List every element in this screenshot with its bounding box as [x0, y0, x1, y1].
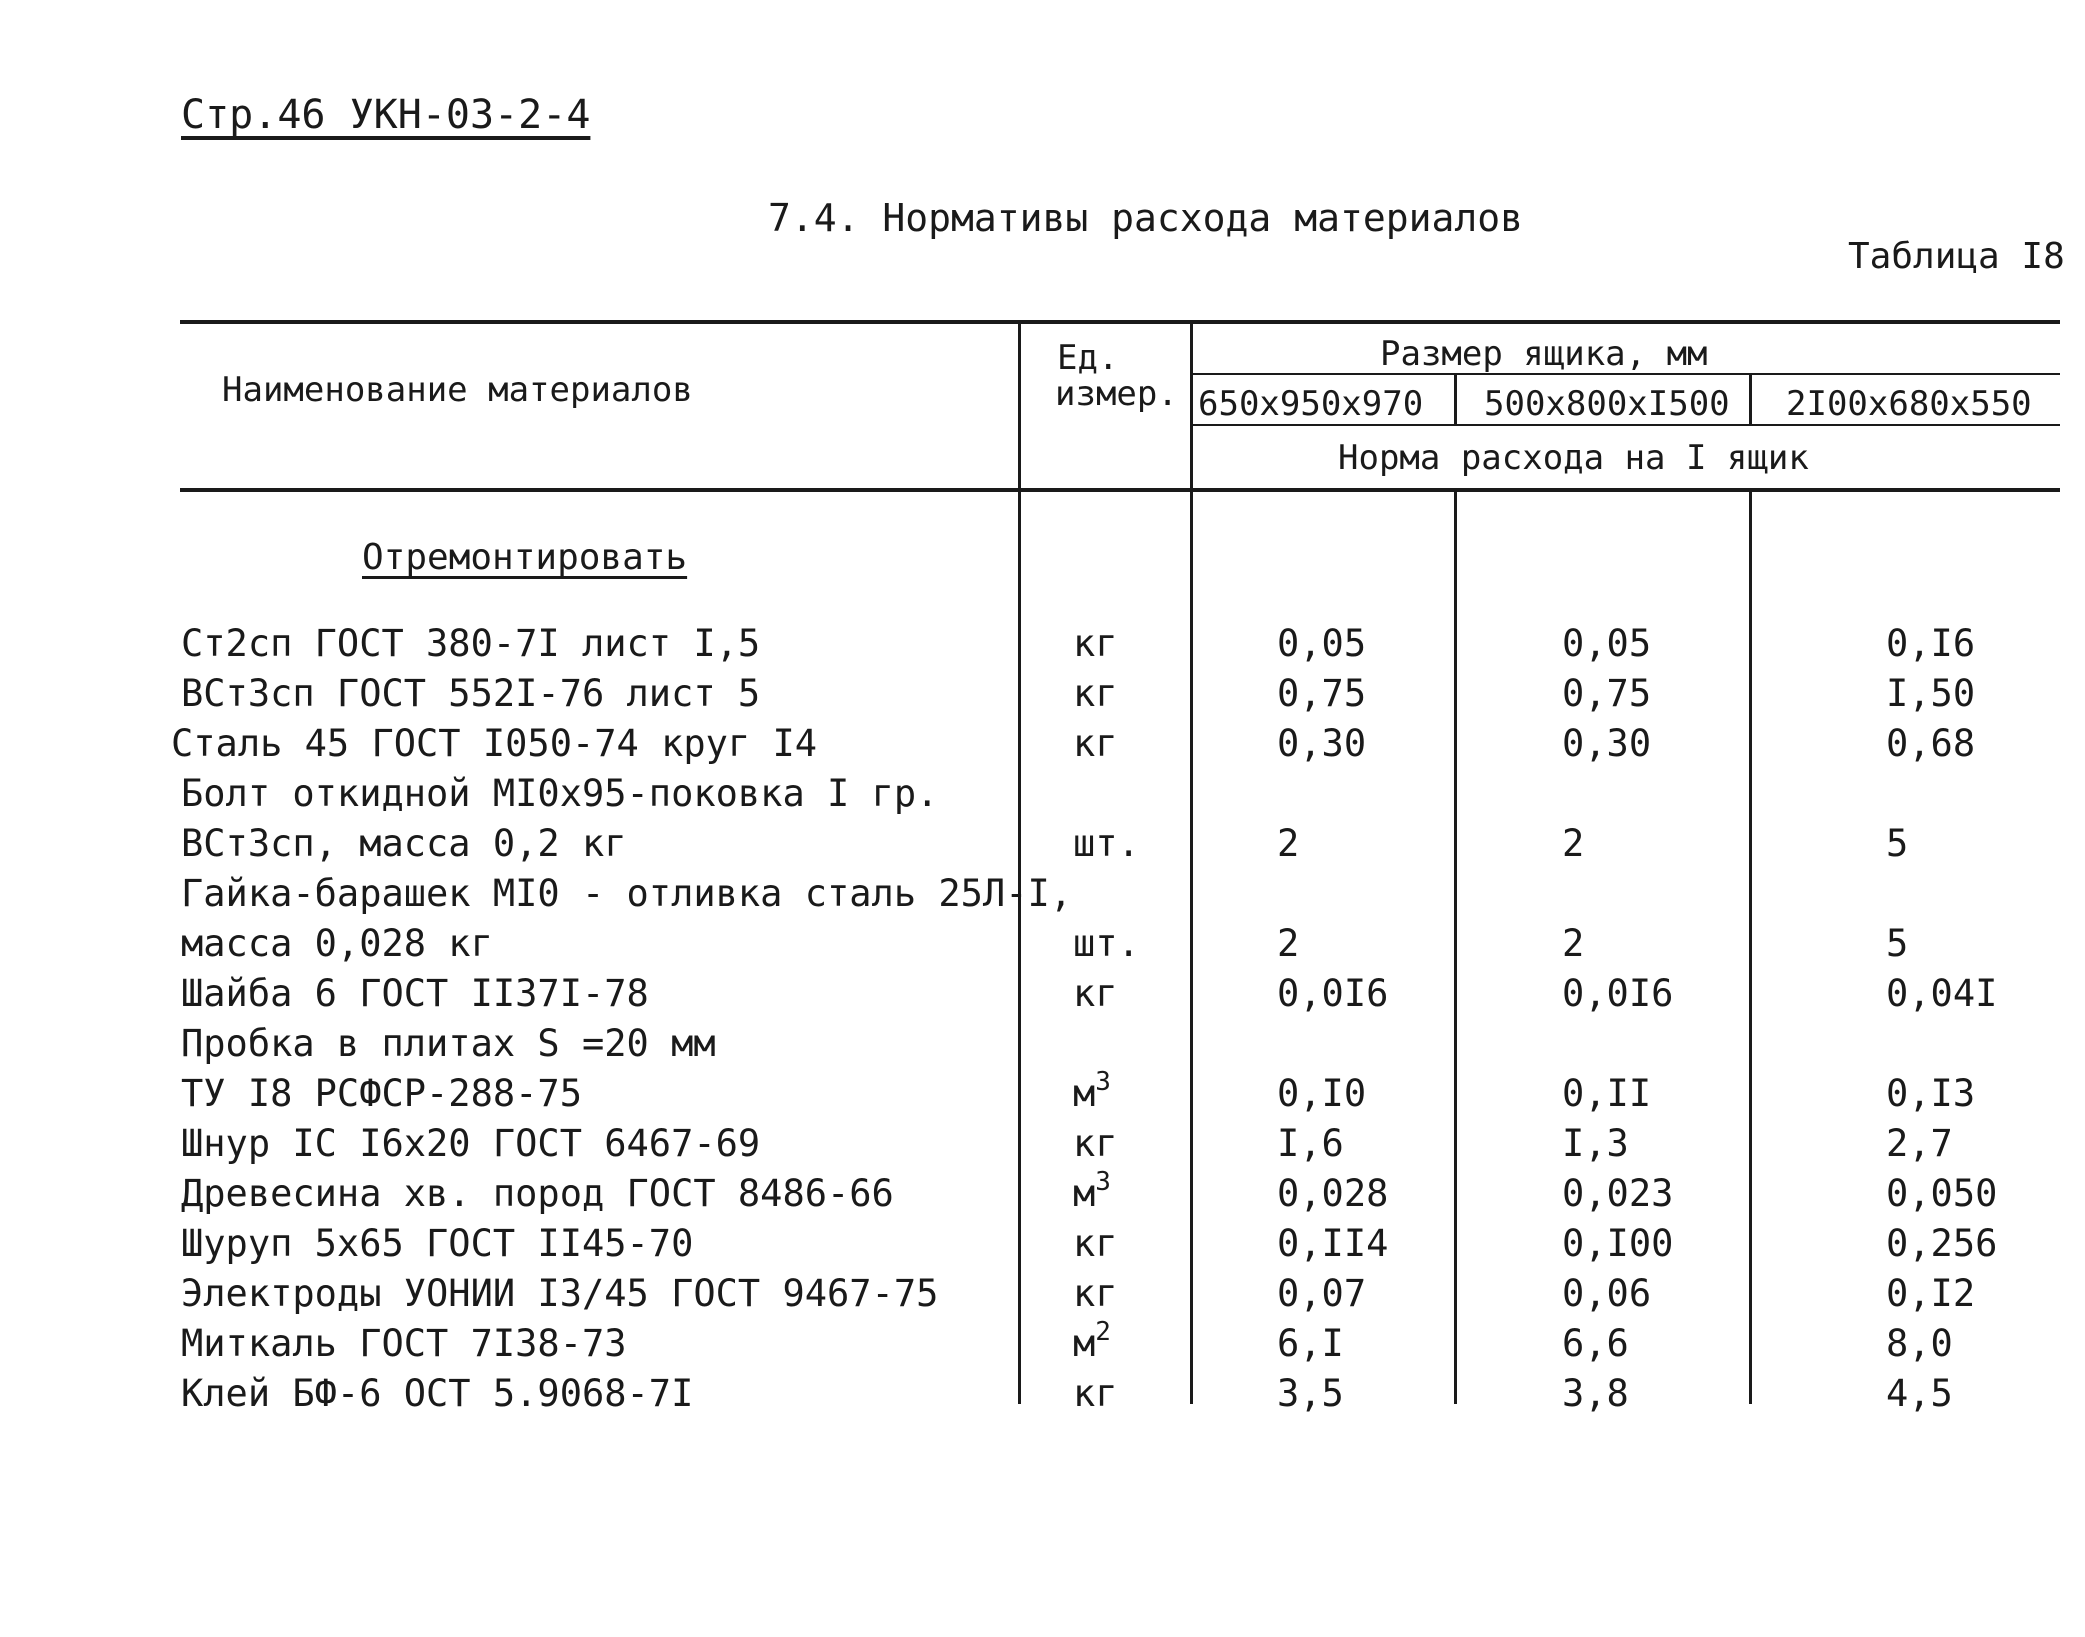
row-value-size-2: 0,75: [1562, 672, 1652, 715]
row-value-size-3: 0,050: [1886, 1172, 1998, 1215]
row-value-size-3: 0,I2: [1886, 1272, 1976, 1315]
row-unit-text: кг: [1073, 1372, 1118, 1415]
row-unit: [1073, 622, 1118, 665]
row-material-name: Клей БФ-6 ОСТ 5.9068-7I: [181, 1372, 694, 1415]
row-unit: [1073, 1222, 1118, 1265]
row-material-name: Гайка-барашек MI0 - отливка сталь 25Л-I,: [181, 872, 1073, 915]
row-value-size-2: 0,II: [1562, 1072, 1652, 1115]
row-material-name: Миткаль ГОСТ 7I38-73: [181, 1322, 627, 1365]
row-value-size-3: 8,0: [1886, 1322, 1953, 1365]
row-material-name: Шуруп 5x65 ГОСТ II45-70: [181, 1222, 694, 1265]
row-value-size-1: 2: [1277, 922, 1300, 965]
column-divider-size3-header: [1749, 374, 1752, 426]
row-material-name: Шайба 6 ГОСТ II37I-78: [181, 972, 649, 1015]
size-values-rule: [1193, 424, 2060, 426]
row-value-size-3: 0,256: [1886, 1222, 1998, 1265]
row-material-name: ВСт3сп, масса 0,2 кг: [181, 822, 627, 865]
row-unit: [1073, 822, 1140, 865]
row-value-size-2: 2: [1562, 822, 1585, 865]
column-divider-size3: [1749, 490, 1752, 1404]
page-reference: Стр.46 УКН-03-2-4: [181, 92, 591, 138]
section-title: 7.4. Нормативы расхода материалов: [768, 196, 1523, 240]
table-header-bottom-rule: [180, 488, 2060, 492]
row-value-size-3: 0,I6: [1886, 622, 1976, 665]
size-header-1: 650x950x970: [1198, 384, 1424, 424]
row-material-name: Ст2сп ГОСТ 380-7I лист I,5: [181, 622, 761, 665]
row-unit-text: кг: [1073, 1222, 1118, 1265]
row-value-size-2: 0,0I6: [1562, 972, 1674, 1015]
row-unit: [1073, 1317, 1111, 1365]
row-unit: [1073, 722, 1118, 765]
row-value-size-3: I,50: [1886, 672, 1976, 715]
table-number: Таблица I8: [1848, 236, 2065, 277]
row-value-size-2: 0,I00: [1562, 1222, 1674, 1265]
row-material-name: ВСт3сп ГОСТ 552I-76 лист 5: [181, 672, 761, 715]
row-unit: [1073, 672, 1118, 715]
row-unit-text: м: [1073, 1322, 1096, 1365]
row-value-size-3: 0,04I: [1886, 972, 1998, 1015]
column-header-unit-line2: измер.: [1055, 374, 1178, 414]
row-value-size-1: 6,I: [1277, 1322, 1344, 1365]
row-value-size-1: 0,05: [1277, 622, 1367, 665]
row-value-size-3: 2,7: [1886, 1122, 1953, 1165]
row-value-size-1: 0,028: [1277, 1172, 1389, 1215]
row-unit-exponent: 3: [1095, 1167, 1111, 1197]
row-value-size-2: 2: [1562, 922, 1585, 965]
row-value-size-2: 0,30: [1562, 722, 1652, 765]
row-value-size-1: 0,30: [1277, 722, 1367, 765]
row-value-size-3: 0,I3: [1886, 1072, 1976, 1115]
row-unit-text: шт.: [1073, 822, 1140, 865]
column-header-name: Наименование материалов: [222, 370, 693, 410]
row-unit-text: м: [1073, 1172, 1096, 1215]
table-top-rule: [180, 320, 2060, 324]
row-value-size-1: I,6: [1277, 1122, 1344, 1165]
row-value-size-2: 0,023: [1562, 1172, 1674, 1215]
row-unit: [1073, 1122, 1118, 1165]
row-material-name: Сталь 45 ГОСТ I050-74 круг I4: [171, 722, 818, 765]
row-value-size-1: 0,I0: [1277, 1072, 1367, 1115]
row-material-name: Шнур IC I6x20 ГОСТ 6467-69: [181, 1122, 761, 1165]
row-unit-exponent: 3: [1095, 1067, 1111, 1097]
column-divider-size2-header: [1454, 374, 1457, 426]
size-header-3: 2I00x680x550: [1786, 384, 2032, 424]
size-header-2: 500x800xI500: [1484, 384, 1730, 424]
row-unit-exponent: 2: [1095, 1317, 1111, 1347]
row-unit: [1073, 1372, 1118, 1415]
row-value-size-2: 6,6: [1562, 1322, 1629, 1365]
row-value-size-1: 2: [1277, 822, 1300, 865]
row-material-name: Древесина хв. пород ГОСТ 8486-66: [181, 1172, 894, 1215]
row-material-name: масса 0,028 кг: [181, 922, 493, 965]
row-value-size-1: 0,0I6: [1277, 972, 1389, 1015]
row-material-name: ТУ I8 РСФСР-288-75: [181, 1072, 582, 1115]
row-value-size-2: 0,06: [1562, 1272, 1652, 1315]
group-title-repair: Отремонтировать: [362, 537, 688, 578]
row-unit-text: кг: [1073, 1272, 1118, 1315]
row-unit-text: кг: [1073, 722, 1118, 765]
row-unit-text: кг: [1073, 622, 1118, 665]
column-divider-unit: [1018, 322, 1021, 1404]
group-header-box-size: Размер ящика, мм: [1380, 334, 1708, 374]
row-value-size-3: 0,68: [1886, 722, 1976, 765]
row-unit: [1073, 922, 1140, 965]
row-value-size-2: I,3: [1562, 1122, 1629, 1165]
row-material-name: Болт откидной MI0x95-поковка I гр.: [181, 772, 939, 815]
row-value-size-3: 5: [1886, 822, 1909, 865]
row-unit-text: кг: [1073, 1122, 1118, 1165]
column-header-unit-line1: Ед.: [1057, 338, 1119, 378]
row-value-size-1: 0,II4: [1277, 1222, 1389, 1265]
column-divider-size2: [1454, 490, 1457, 1404]
row-value-size-3: 5: [1886, 922, 1909, 965]
norm-header: Норма расхода на I ящик: [1338, 438, 1809, 478]
row-value-size-1: 0,75: [1277, 672, 1367, 715]
row-value-size-1: 3,5: [1277, 1372, 1344, 1415]
row-unit: [1073, 1272, 1118, 1315]
row-unit-text: кг: [1073, 672, 1118, 715]
row-unit-text: м: [1073, 1072, 1096, 1115]
row-material-name: Пробка в плитах S =20 мм: [181, 1022, 716, 1065]
row-unit: [1073, 1067, 1111, 1115]
row-unit: [1073, 972, 1118, 1015]
row-unit-text: кг: [1073, 972, 1118, 1015]
row-unit: [1073, 1167, 1111, 1215]
column-divider-size1: [1190, 322, 1193, 1404]
row-material-name: Электроды УОНИИ I3/45 ГОСТ 9467-75: [181, 1272, 939, 1315]
row-value-size-2: 0,05: [1562, 622, 1652, 665]
row-unit-text: шт.: [1073, 922, 1140, 965]
row-value-size-1: 0,07: [1277, 1272, 1367, 1315]
row-value-size-2: 3,8: [1562, 1372, 1629, 1415]
row-value-size-3: 4,5: [1886, 1372, 1953, 1415]
